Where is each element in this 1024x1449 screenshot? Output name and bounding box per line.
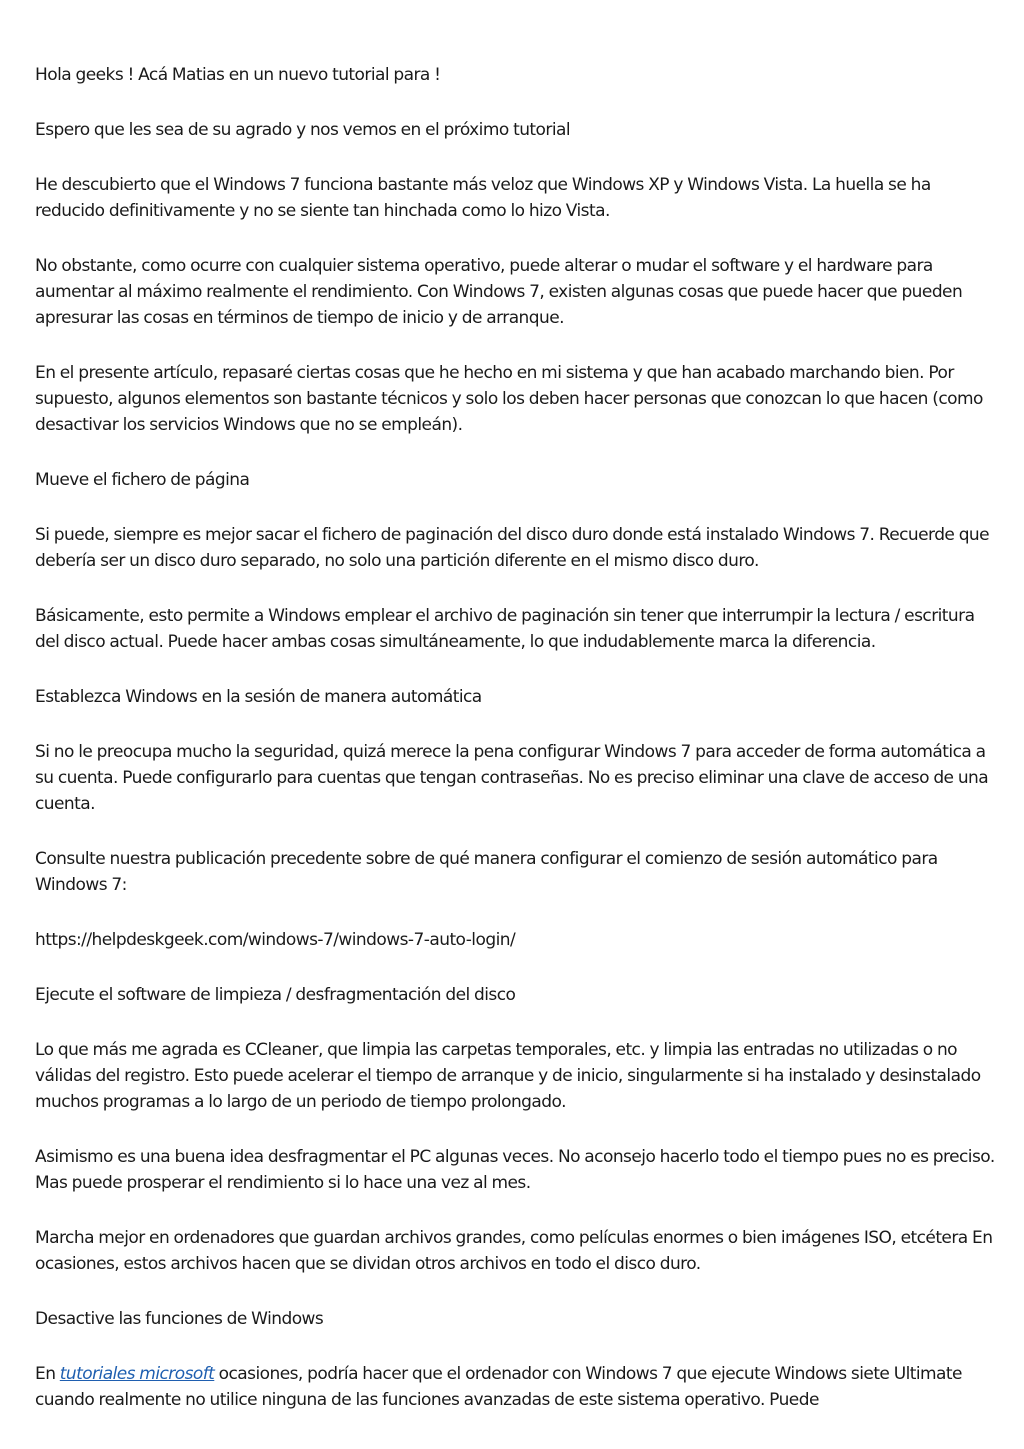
paragraph-auto-login-reference: Consulte nuestra publicación precedente sobre de qué manera configurar el comienzo de sesión automático para Windows 7:: [35, 849, 938, 895]
paragraph-performance: No obstante, como ocurre con cualquier sistema operativo, puede alterar o mudar el software y el hardware para aumentar al máximo realmente el rendimiento. Con Windows 7, existen algunas cosas que puede hacer que pueden apresurar las cosas en términos de tiempo de inicio y de arranque.: [35, 256, 963, 328]
paragraph-page-file-benefit: Básicamente, esto permite a Windows emplear el archivo de paginación sin tener que interrumpir la lectura / escritura del disco actual. Puede hacer ambas cosas simultáneamente, lo que indudablemente marca la diferencia.: [35, 606, 975, 652]
paragraph-article-overview: En el presente artículo, repasaré ciertas cosas que he hecho en mi sistema y que han acabado marchando bien. Por supuesto, algunos elementos son bastante técnicos y solo los deben hacer personas que conozcan lo que hacen (como desactivar los servicios Windows que no se empleán).: [35, 363, 983, 435]
document-body: [35, 62, 997, 1413]
paragraph-auto-login-security: Si no le preocupa mucho la seguridad, quizá merece la pena configurar Windows 7 para acceder de forma automática a su cuenta. Puede configurarlo para cuentas que tengan contraseñas. No es preciso eliminar una clave de acceso de una cuenta.: [35, 742, 989, 814]
heading-disable-features: Desactive las funciones de Windows: [35, 1309, 324, 1329]
paragraph-defragment: Asimismo es una buena idea desfragmentar el PC algunas veces. No aconsejo hacerlo todo el tiempo pues no es preciso. Mas puede prosperar el rendimiento si lo hace una vez al mes.: [35, 1147, 995, 1193]
paragraph-greeting: Hola geeks ! Acá Matias en un nuevo tutorial para !: [35, 65, 441, 85]
paragraph-intro: He descubierto que el Windows 7 funciona bastante más veloz que Windows XP y Windows Vista. La huella se ha reducido definitivamente y no se siente tan hinchada como lo hizo Vista.: [35, 175, 931, 221]
heading-move-page-file: Mueve el fichero de página: [35, 470, 250, 490]
paragraph-page-file-disk: Si puede, siempre es mejor sacar el fichero de paginación del disco duro donde está instalado Windows 7. Recuerde que debería ser un disco duro separado, no solo una partición diferente en el mismo disco duro.: [35, 525, 990, 571]
heading-auto-login: Establezca Windows en la sesión de manera automática: [35, 687, 482, 707]
paragraph-windows-features-after: ocasiones, podría hacer que el ordenador con Windows 7 que ejecute Windows siete Ultimate cuando realmente no utilice ninguna de las funciones avanzadas de este sistema operativo. Puede: [35, 1364, 962, 1410]
tutoriales-microsoft-link[interactable]: tutoriales microsoft: [59, 1364, 215, 1384]
paragraph-large-files: Marcha mejor en ordenadores que guardan archivos grandes, como películas enormes o bien imágenes ISO, etcétera En ocasiones, estos archivos hacen que se dividan otros archivos en todo el disco duro.: [35, 1228, 993, 1274]
heading-disk-cleanup: Ejecute el software de limpieza / desfragmentación del disco: [35, 985, 516, 1005]
paragraph-farewell: Espero que les sea de su agrado y nos vemos en el próximo tutorial: [35, 120, 571, 140]
paragraph-windows-features-before: En: [35, 1364, 60, 1384]
paragraph-ccleaner: Lo que más me agrada es CCleaner, que limpia las carpetas temporales, etc. y limpia las entradas no utilizadas o no válidas del registro. Esto puede acelerar el tiempo de arranque y de inicio, singularmente si ha instalado y desinstalado muchos programas a lo largo de un periodo de tiempo prolongado.: [35, 1040, 981, 1112]
paragraph-url: https://helpdeskgeek.com/windows-7/windows-7-auto-login/: [35, 930, 516, 950]
paragraph-windows-features: [35, 1361, 997, 1413]
